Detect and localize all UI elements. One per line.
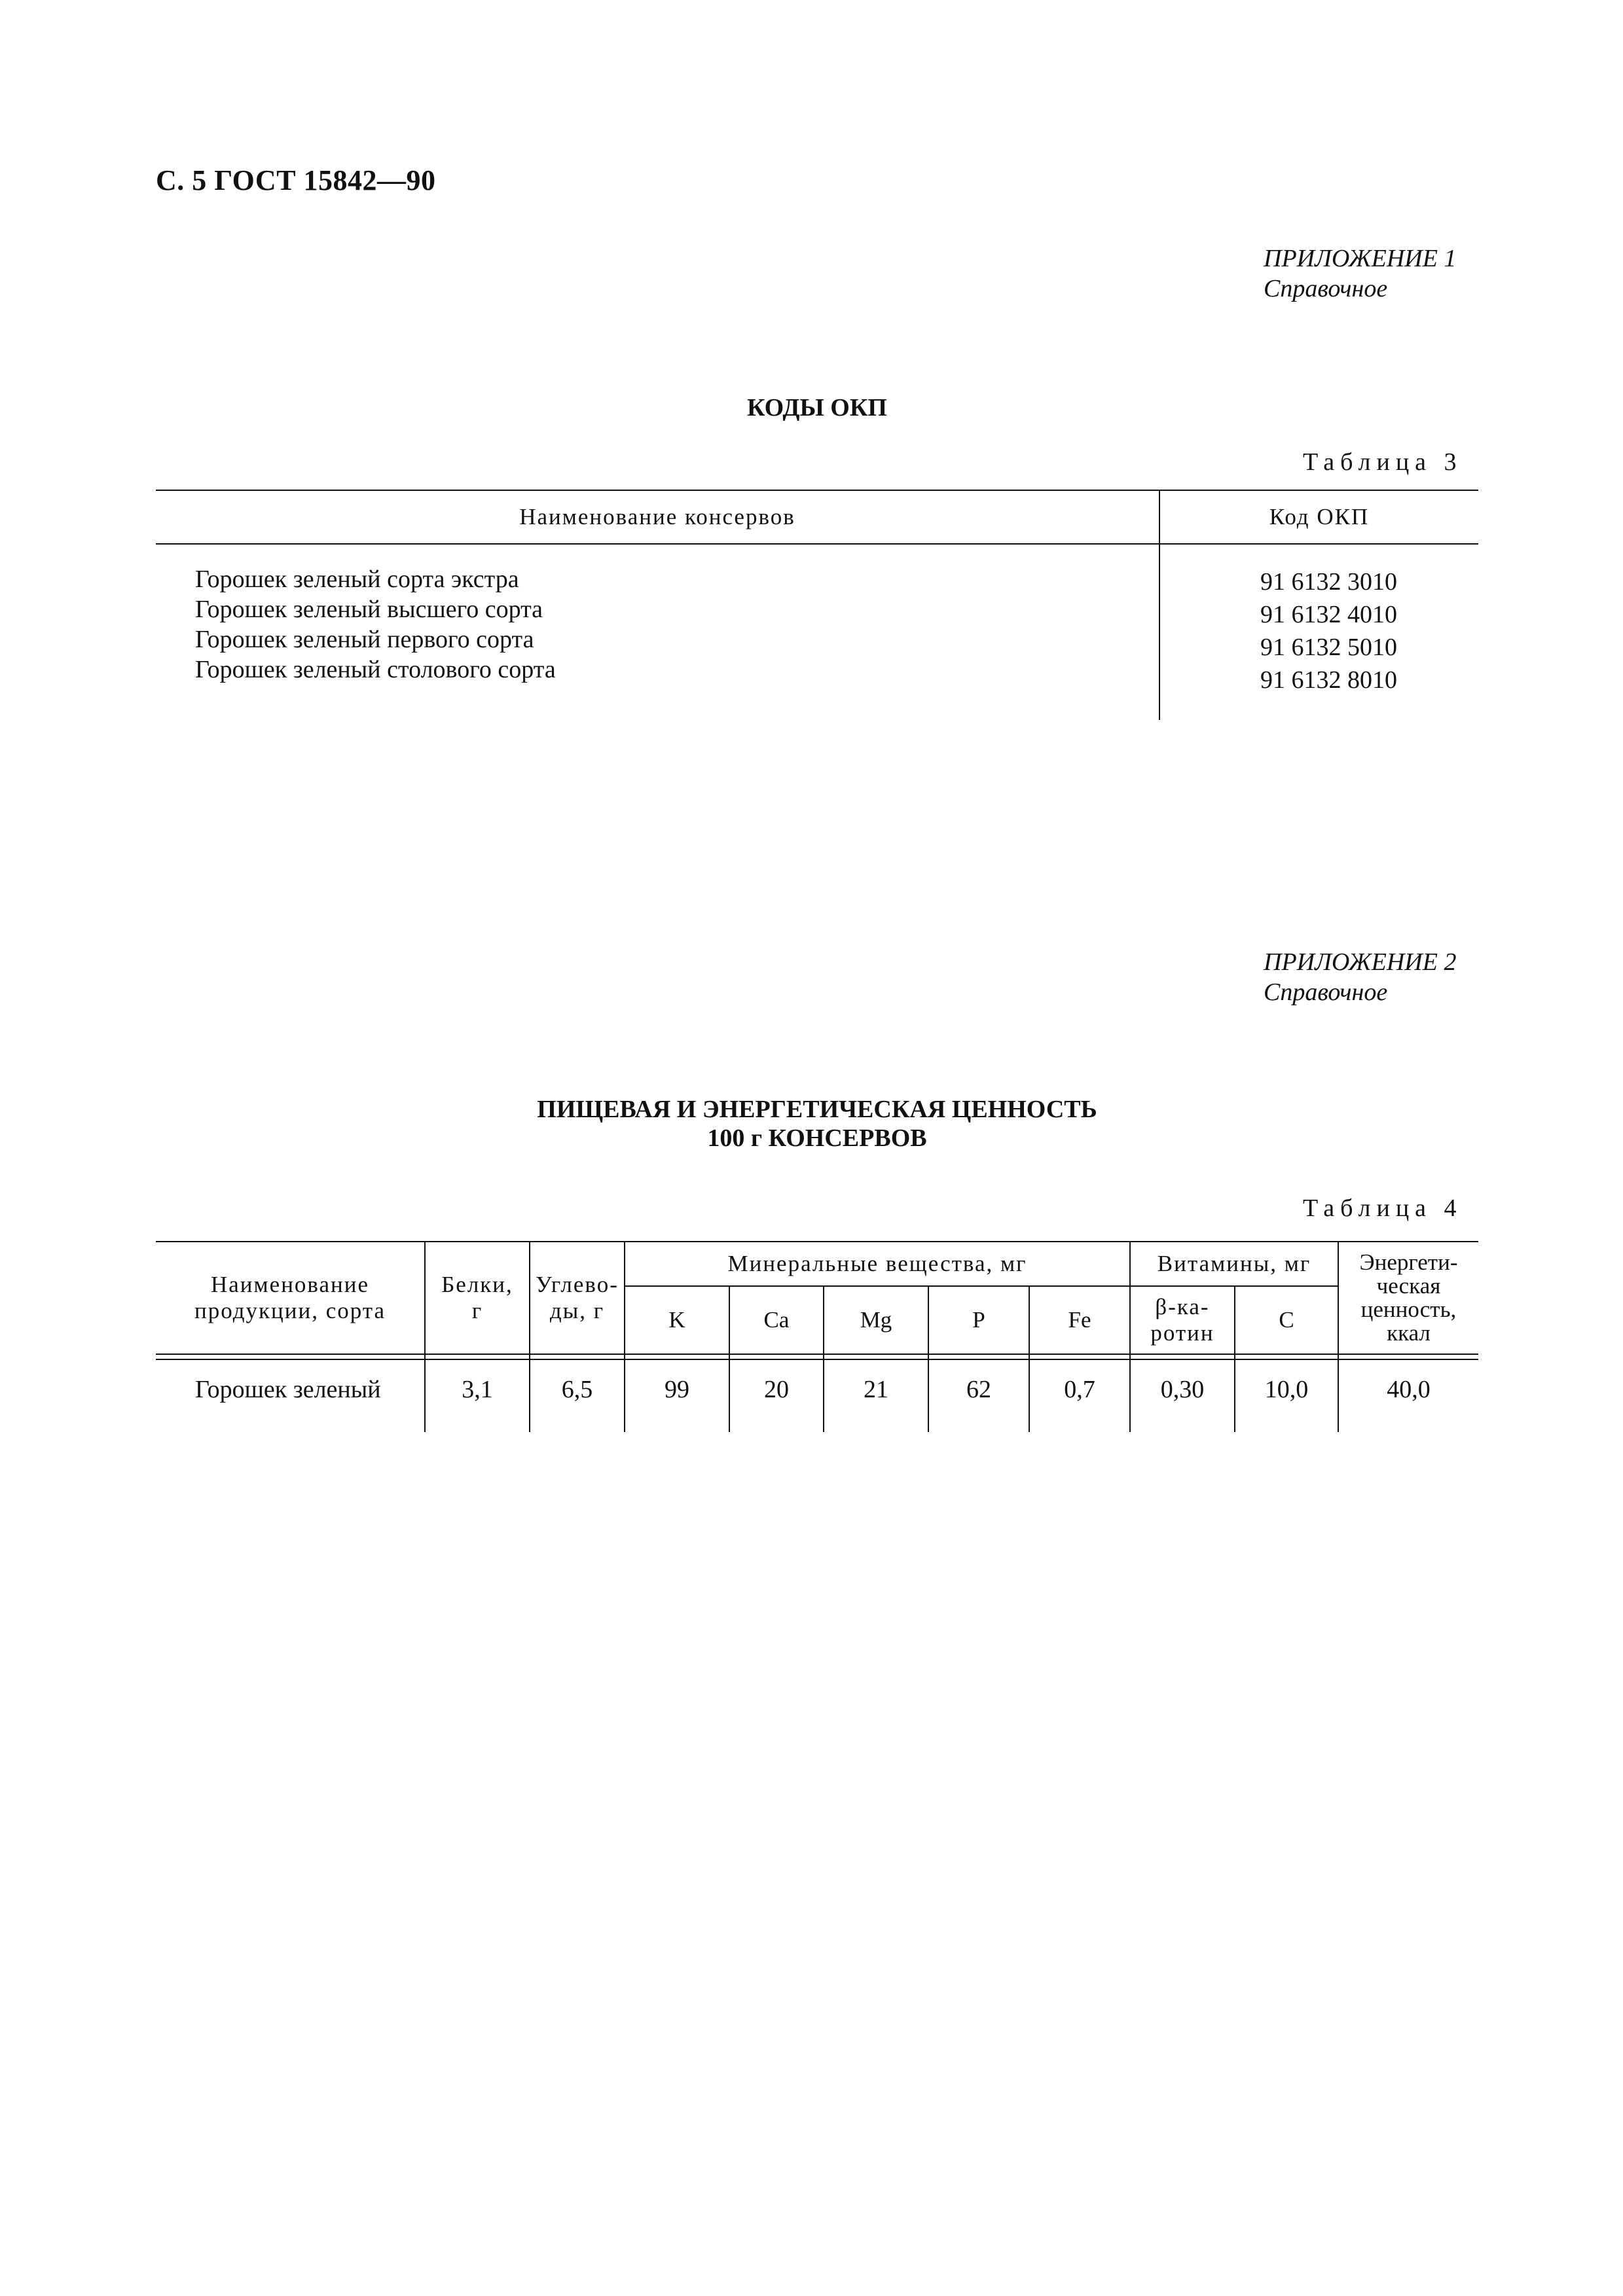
table3-col-code: Код ОКП <box>1269 504 1370 529</box>
table4-row-name: Горошек зеленый <box>195 1376 381 1403</box>
table4-header-energy-line2: ческая <box>1376 1273 1441 1299</box>
table4-header-protein-line1: Белки, <box>441 1272 513 1297</box>
table4-header-minerals: Минеральные вещества, мг <box>727 1251 1027 1276</box>
table4-header-energy <box>1339 1242 1478 1354</box>
table4-header-energy-line4: ккал <box>1387 1320 1431 1346</box>
appendix2-title: ПРИЛОЖЕНИЕ 2 <box>1264 948 1457 976</box>
table3-row-code: 91 6132 5010 <box>1260 634 1397 661</box>
table3-row-code: 91 6132 4010 <box>1260 601 1397 628</box>
table4-row-protein: 3,1 <box>462 1376 493 1403</box>
table3-label: Таблица 3 <box>1303 448 1463 476</box>
table3-row-name: Горошек зеленый столового сорта <box>195 656 556 683</box>
table4-header-carbs-line1: Углево- <box>536 1272 619 1297</box>
table4-row-fe: 0,7 <box>1064 1376 1095 1403</box>
table4-header-p: P <box>972 1307 985 1333</box>
table4-header-beta-carotene <box>1131 1287 1234 1354</box>
table3-row-code: 91 6132 8010 <box>1260 666 1397 694</box>
table4-label: Таблица 4 <box>1303 1194 1463 1222</box>
table4-row-carbs: 6,5 <box>561 1376 593 1403</box>
table3-row-code: 91 6132 3010 <box>1260 568 1397 596</box>
table3-row-name: Горошек зеленый первого сорта <box>195 626 534 653</box>
table4-header-energy-line1: Энергети- <box>1359 1249 1458 1275</box>
table4-header-beta-line1: β-ка- <box>1155 1294 1210 1319</box>
table4-header-ca: Ca <box>763 1307 790 1333</box>
appendix2-section-title-line2: 100 г КОНСЕРВОВ <box>707 1124 927 1152</box>
appendix1-subtitle: Справочное <box>1264 275 1388 302</box>
table4-row-ca: 20 <box>764 1376 789 1403</box>
table4-row-mg: 21 <box>864 1376 888 1403</box>
table3-row-name: Горошек зеленый высшего сорта <box>195 596 543 623</box>
table4-header-energy-line3: ценность, <box>1360 1297 1457 1322</box>
table4-header-carbs <box>530 1242 624 1354</box>
table3-col-name: Наименование консервов <box>519 504 795 529</box>
table4-header-c: C <box>1279 1307 1294 1333</box>
table4-header-vitamins: Витамины, мг <box>1157 1251 1311 1276</box>
appendix1-title: ПРИЛОЖЕНИЕ 1 <box>1264 245 1457 272</box>
table4-row-k: 99 <box>665 1376 689 1403</box>
table4-header-fe: Fe <box>1068 1307 1091 1333</box>
table3-row-name: Горошек зеленый сорта экстра <box>195 565 519 593</box>
table4-row-energy: 40,0 <box>1387 1376 1431 1403</box>
appendix1-section-title: КОДЫ ОКП <box>747 394 887 422</box>
table4-header-mg: Mg <box>860 1307 892 1333</box>
appendix2-subtitle: Справочное <box>1264 978 1388 1006</box>
table4-header-protein-line2: г <box>471 1298 483 1323</box>
page-header: С. 5 ГОСТ 15842—90 <box>156 164 436 196</box>
table4-row-c: 10,0 <box>1264 1376 1309 1403</box>
table4-header-name <box>156 1242 424 1354</box>
table4-header-name-line1: Наименование <box>210 1272 370 1297</box>
table4-header-beta-line2: ротин <box>1150 1320 1214 1346</box>
table4-row-p: 62 <box>966 1376 991 1403</box>
table4-header-k: K <box>668 1307 685 1333</box>
table4-header-protein <box>426 1242 529 1354</box>
table4-header-carbs-line2: ды, г <box>549 1298 605 1323</box>
appendix2-section-title-line1: ПИЩЕВАЯ И ЭНЕРГЕТИЧЕСКАЯ ЦЕННОСТЬ <box>537 1096 1097 1123</box>
table4-header-name-line2: продукции, сорта <box>194 1298 386 1323</box>
table4-row-beta-carotene: 0,30 <box>1160 1376 1205 1403</box>
